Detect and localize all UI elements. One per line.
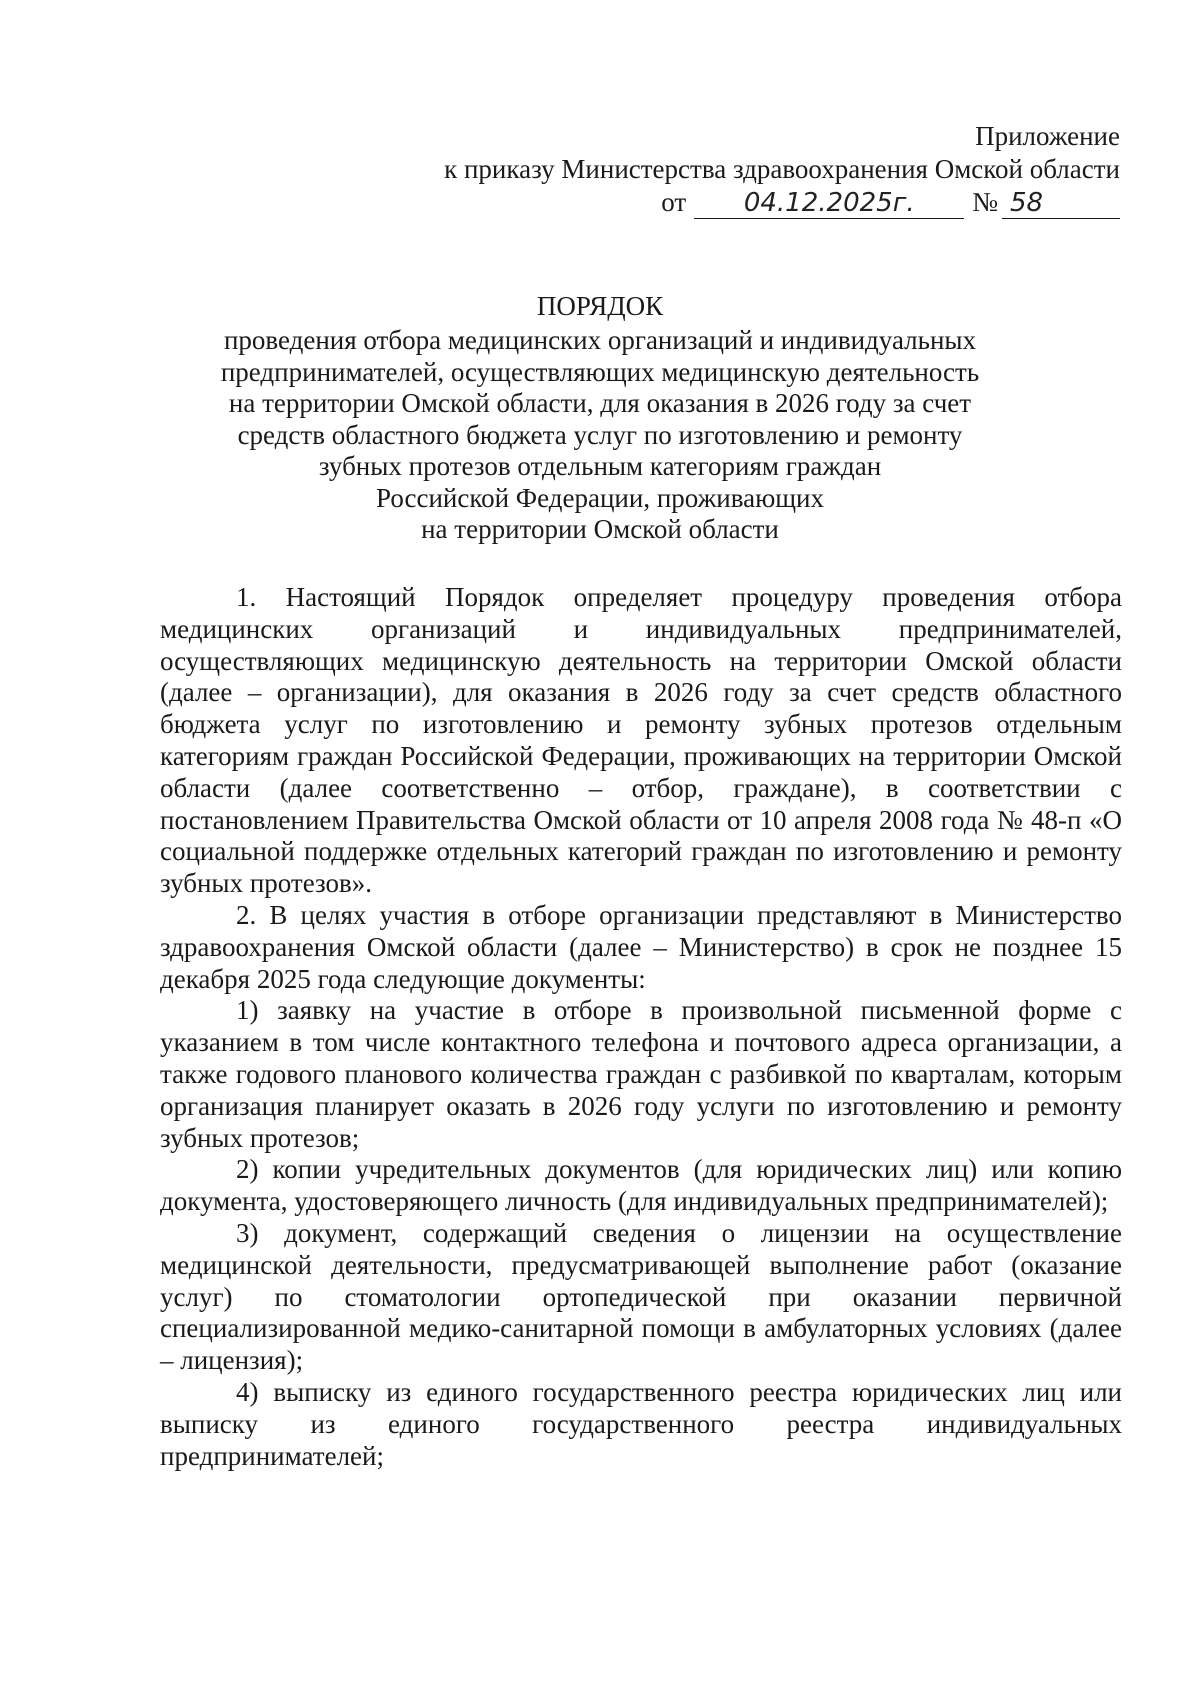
list-item-4: 4) выписку из единого государственного реестра юридических лиц или выписку из единого государственного реестра индивидуальных предпринимателей; [160,1376,1122,1471]
order-reference: к приказу Министерства здравоохранения Омской области [444,154,1120,184]
subtitle-line: на территории Омской области, для оказания в 2026 году за счет [228,388,972,418]
document-title: ПОРЯДОК [536,291,664,321]
subtitle-line: предпринимателей, осуществляющих медицинскую деятельность [220,356,980,387]
list-item-3: 3) документ, содержащий сведения о лицензии на осуществление медицинской деятельности, предусматривающей выполнение работ (оказание услуг) по стоматологии ортопедической при оказании первичной специализированной медико-санитарной помощи в амбулаторных условиях (далее – лицензия); [160,1217,1122,1376]
ot-label: от [661,187,687,217]
number-label: № [972,187,998,217]
list-item-2: 2) копии учредительных документов (для юридических лиц) или копию документа, удостоверяющего личность (для индивидуальных предпринимателей); [160,1154,1122,1217]
paragraph-1: 1. Настоящий Порядок определяет процедуру проведения отбора медицинских организаций и индивидуальных предпринимателей, осуществляющих медицинскую деятельность на территории Омской области (далее – организации), для оказания в 2026 году за счет средств областного бюджета услуг по изготовлению и ремонту зубных протезов отдельным категориям граждан Российской Федерации, проживающих на территории Омской области (далее соответственно – отбор, граждане), в соответствии с постановлением Правительства Омской области от 10 апреля 2008 года № 48-п «О социальной поддержке отдельных категорий граждан по изготовлению и ремонту зубных протезов». [160,582,1122,899]
order-number-handwritten: 58 [1002,188,1120,219]
paragraph-2: 2. В целях участия в отборе организации представляют в Министерство здравоохранения Омской области (далее – Министерство) в срок не позднее 15 декабря 2025 года следующие документы: [160,899,1122,994]
attachment-header [444,120,1120,219]
subtitle-line: проведения отбора медицинских организаций и индивидуальных [223,325,977,355]
attachment-label: Приложение [975,121,1120,151]
document-body [160,582,1122,1472]
order-date-handwritten: 04.12.2025г. [694,188,964,219]
subtitle-line: Российской Федерации, проживающих [376,482,824,513]
subtitle-line: средств областного бюджета услуг по изготовлению и ремонту [237,419,963,450]
subtitle-line: зубных протезов отдельным категориям граждан [318,451,882,481]
subtitle-line: на территории Омской области [421,514,779,544]
list-item-1: 1) заявку на участие в отборе в произвольной письменной форме с указанием в том числе контактного телефона и почтового адреса организации, а также годового планового количества граждан с разбивкой по кварталам, которым организация планирует оказать в 2026 году услуги по изготовлению и ремонту зубных протезов; [160,995,1122,1153]
order-date-number-line [444,186,1120,219]
document-subtitle [200,325,1000,546]
